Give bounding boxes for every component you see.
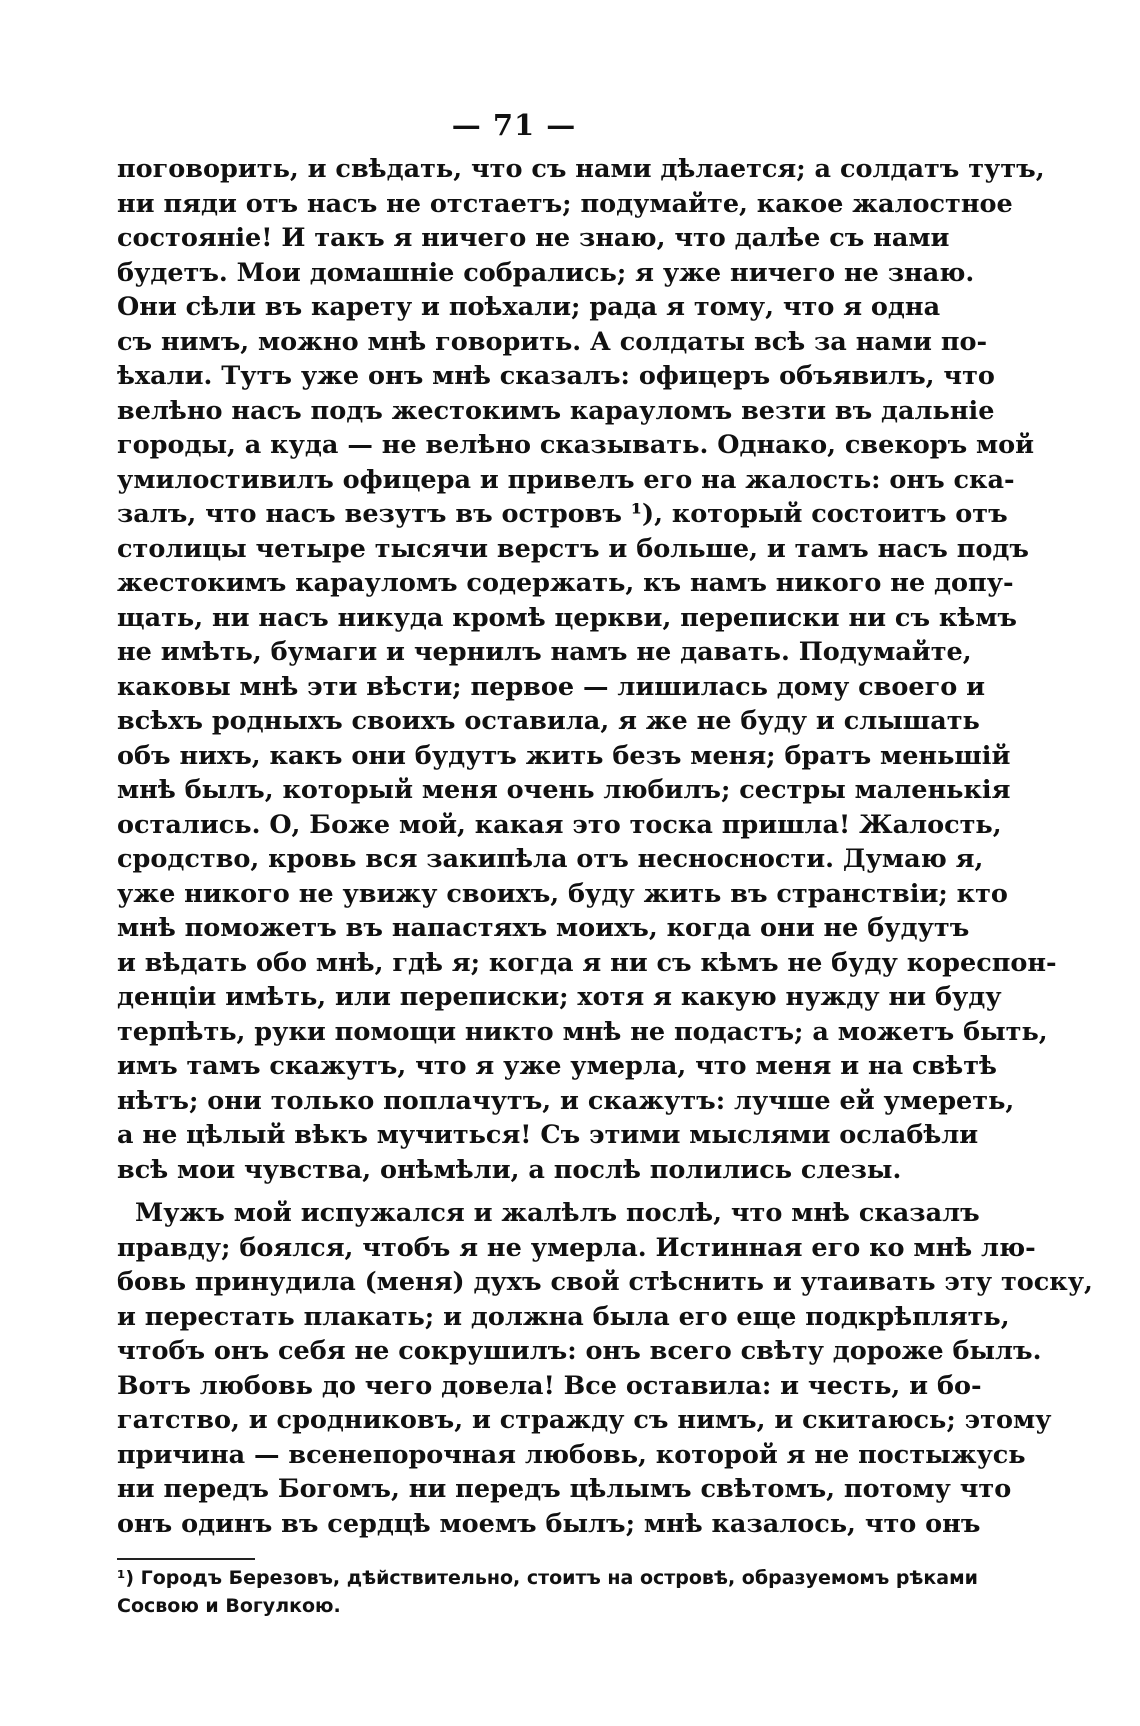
text-line: не имѣть, бумаги и чернилъ намъ не давать. Подумайте,	[117, 637, 972, 667]
text-line: ни пяди отъ насъ не отстаетъ; подумайте, какое жалостное	[117, 188, 1013, 219]
text-line: и вѣдать обо мнѣ, гдѣ я; когда я ни съ кѣмъ не буду кореспон-	[117, 947, 1057, 978]
text-line: умилостивилъ офицера и привелъ его на жалость: онъ ска-	[117, 464, 1015, 495]
body-text	[117, 152, 1093, 1541]
text-line: ѣхали. Тутъ уже онъ мнѣ сказалъ: офицеръ объявилъ, что	[117, 361, 995, 391]
footnote	[117, 1564, 978, 1620]
text-line: ни передъ Богомъ, ни передъ цѣлымъ свѣтомъ, потому что	[117, 1474, 1012, 1504]
paragraph-2	[117, 1196, 1093, 1541]
text-line: и перестать плакать; и должна была его еще подкрѣплять,	[117, 1301, 1010, 1332]
text-line: Они сѣли въ карету и поѣхали; рада я тому, что я одна	[117, 292, 941, 322]
footnote-divider	[117, 1558, 255, 1560]
text-line: объ нихъ, какъ они будутъ жить безъ меня; братъ меньшiй	[117, 740, 1011, 771]
text-line: всѣхъ родныхъ своихъ оставила, я же не буду и слышать	[117, 706, 980, 736]
text-line: всѣ мои чувства, онѣмѣли, а послѣ полились слезы.	[117, 1154, 902, 1185]
text-line: щать, ни насъ никуда кромѣ церкви, переписки ни съ кѣмъ	[117, 602, 1017, 633]
text-line: каковы мнѣ эти вѣсти; первое — лишилась дому своего и	[117, 671, 986, 702]
text-line: столицы четыре тысячи верстъ и больше, и тамъ насъ подъ	[117, 533, 1029, 564]
text-line: залъ, что насъ везутъ въ островъ ¹), который состоитъ отъ	[117, 499, 1008, 529]
text-line: жестокимъ карауломъ содержать, къ намъ никого не допу-	[117, 568, 1014, 598]
text-line: денцiи имѣть, или переписки; хотя я какую нужду ни буду	[117, 982, 1002, 1012]
text-line: а не цѣлый вѣкъ мучиться! Съ этими мыслями ослабѣли	[117, 1120, 979, 1150]
text-line: состоянiе! И такъ я ничего не знаю, что далѣе съ нами	[117, 223, 950, 253]
text-line: нѣтъ; они только поплачутъ, и скажутъ: лучше ей умереть,	[117, 1085, 1015, 1116]
text-line: остались. О, Боже мой, какая это тоска пришла! Жалость,	[117, 809, 1002, 840]
text-line: будетъ. Мои домашнiе собрались; я уже ничего не знаю.	[117, 257, 975, 288]
page-number: — 71 —	[451, 108, 577, 142]
text-line: сродство, кровь вся закипѣла отъ несносности. Думаю я,	[117, 844, 984, 874]
text-line: уже никого не увижу своихъ, буду жить въ странствiи; кто	[117, 878, 1008, 909]
text-line: городы, а куда — не велѣно сказывать. Однако, свекоръ мой	[117, 430, 1035, 460]
footnote-line: Сосвою и Вогулкою.	[117, 1595, 341, 1617]
text-line: мнѣ былъ, который меня очень любилъ; сестры маленькiя	[117, 775, 1011, 805]
text-line: чтобъ онъ себя не сокрушилъ: онъ всего свѣту дороже былъ.	[117, 1336, 1042, 1366]
text-line: Вотъ любовь до чего довела! Все оставила: и честь, и бо-	[117, 1370, 982, 1401]
text-line: поговорить, и свѣдать, что съ нами дѣлается; а солдатъ тутъ,	[117, 154, 1045, 184]
text-line: мнѣ поможетъ въ напастяхъ моихъ, когда они не будутъ	[117, 913, 970, 943]
text-line: бовь принудила (меня) духъ свой стѣснить и утаивать эту тоску,	[117, 1267, 1093, 1297]
text-line: терпѣть, руки помощи никто мнѣ не подастъ; а можетъ быть,	[117, 1016, 1048, 1047]
text-line: гатство, и сродниковъ, и стражду съ нимъ, и скитаюсь; этому	[117, 1405, 1052, 1435]
text-line: правду; боялся, чтобъ я не умерла. Истинная его ко мнѣ лю-	[117, 1232, 1036, 1263]
text-line: онъ одинъ въ сердцѣ моемъ былъ; мнѣ казалось, что онъ	[117, 1508, 981, 1539]
text-line: причина — всенепорочная любовь, которой я не постыжусь	[117, 1439, 1026, 1470]
text-line: съ нимъ, можно мнѣ говорить. А солдаты всѣ за нами по-	[117, 326, 988, 357]
paragraph-gap	[117, 1187, 929, 1196]
text-line: велѣно насъ подъ жестокимъ карауломъ везти въ дальнiе	[117, 395, 995, 426]
text-line: имъ тамъ скажутъ, что я уже умерла, что меня и на свѣтѣ	[117, 1051, 997, 1081]
paragraph-1	[117, 152, 1057, 1187]
text-line: Мужъ мой испужался и жалѣлъ послѣ, что мнѣ сказалъ	[135, 1198, 980, 1228]
footnote-line: ¹) Городъ Березовъ, дѣйствительно, стоитъ на островѣ, образуемомъ рѣками	[117, 1567, 978, 1589]
